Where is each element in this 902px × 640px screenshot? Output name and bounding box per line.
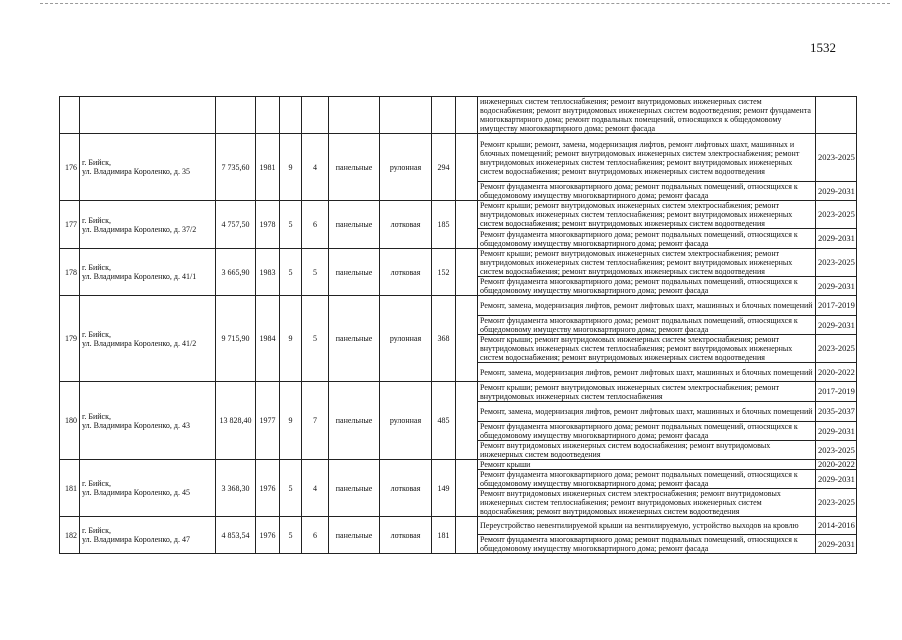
floors-count: 5 [280, 249, 302, 296]
work-period: 2035-2037 [816, 402, 857, 422]
floors-count: 9 [280, 134, 302, 201]
address-cell [80, 134, 216, 201]
roof-type: рулонная [380, 134, 432, 201]
address-city: г. Бийск, [82, 479, 111, 488]
scan-edge-line [40, 3, 890, 4]
work-period: 2014-2016 [816, 517, 857, 535]
total-area: 3 665,90 [216, 249, 256, 296]
work-period: 2020-2022 [816, 363, 857, 382]
work-period: 2023-2025 [816, 201, 857, 229]
work-period: 2017-2019 [816, 382, 857, 402]
floors-count: 9 [280, 296, 302, 382]
row-number: 180 [60, 382, 80, 460]
build-year: 1976 [256, 517, 280, 554]
work-description: Ремонт крыши; ремонт, замена, модернизация лифтов, ремонт лифтовых шахт, машинных и блочных помещений; ремонт внутридомовых инженерных систем электроснабжения; ремонт внутридомовых инженерных систем теплоснабжения; ремонт внутридомовых инженерных систем водоснабжения; ремонт внутридомовых инженерных систем водоотведения [478, 134, 816, 182]
build-year: 1977 [256, 382, 280, 460]
work-description: Ремонт, замена, модернизация лифтов, ремонт лифтовых шахт, машинных и блочных помещений [478, 402, 816, 422]
row-number: 178 [60, 249, 80, 296]
build-year: 1978 [256, 201, 280, 249]
floors-count: 5 [280, 201, 302, 249]
total-area: 13 828,40 [216, 382, 256, 460]
floors-count: 5 [280, 460, 302, 517]
row-number: 181 [60, 460, 80, 517]
address-street: ул. Владимира Короленко, д. 37/2 [82, 224, 197, 234]
work-description: Ремонт крыши; ремонт внутридомовых инженерных систем электроснабжения; ремонт внутридомовых инженерных систем теплоснабжения; ремонт внутридомовых инженерных систем водоснабжения; ремонт внутридомовых инженерных систем водоотведения [478, 201, 816, 229]
address-city: г. Бийск, [82, 215, 111, 225]
roof-type: лотковая [380, 460, 432, 517]
empty-cell [302, 97, 329, 134]
address-city: г. Бийск, [82, 411, 111, 421]
work-period: 2029-2031 [816, 229, 857, 249]
work-description: Ремонт крыши; ремонт внутридомовых инженерных систем электроснабжения; ремонт внутридомовых инженерных систем теплоснабжения [478, 382, 816, 402]
residents-count: 149 [432, 460, 456, 517]
empty-cell [329, 97, 380, 134]
build-year: 1981 [256, 134, 280, 201]
roof-type: лотковая [380, 249, 432, 296]
work-description: Ремонт крыши [478, 460, 816, 470]
entrances-count: 4 [302, 460, 329, 517]
work-period: 2029-2031 [816, 182, 857, 201]
build-year: 1983 [256, 249, 280, 296]
row-number: 182 [60, 517, 80, 554]
work-description: Ремонт фундамента многоквартирного дома; ремонт подвальных помещений, относящихся к общедомовому имуществу многоквартирного дома; ремонт фасада [478, 422, 816, 441]
address-cell [80, 249, 216, 296]
entrances-count: 5 [302, 249, 329, 296]
wall-material: панельные [329, 134, 380, 201]
work-period: 2029-2031 [816, 422, 857, 441]
empty-cell [280, 97, 302, 134]
entrances-count: 7 [302, 382, 329, 460]
work-description: Ремонт фундамента многоквартирного дома; ремонт подвальных помещений, относящихся к общедомовому имуществу многоквартирного дома; ремонт фасада [478, 470, 816, 489]
address-street: ул. Владимира Короленко, д. 47 [82, 535, 190, 544]
work-period: 2029-2031 [816, 470, 857, 489]
roof-type: лотковая [380, 517, 432, 554]
roof-type: рулонная [380, 382, 432, 460]
table-row [60, 97, 857, 134]
address-cell [80, 296, 216, 382]
work-period: 2023-2025 [816, 249, 857, 277]
empty-cell [456, 460, 478, 517]
work-period: 2023-2025 [816, 489, 857, 517]
address-street: ул. Владимира Короленко, д. 35 [82, 167, 190, 176]
work-period: 2029-2031 [816, 277, 857, 296]
wall-material: панельные [329, 460, 380, 517]
work-period [816, 97, 857, 134]
wall-material: панельные [329, 201, 380, 249]
total-area: 4 757,50 [216, 201, 256, 249]
row-number: 179 [60, 296, 80, 382]
table-row [60, 201, 857, 229]
build-year: 1976 [256, 460, 280, 517]
total-area: 9 715,90 [216, 296, 256, 382]
capital-repair-table [59, 96, 857, 554]
address-street: ул. Владимира Короленко, д. 45 [82, 488, 190, 497]
work-description: Ремонт фундамента многоквартирного дома; ремонт подвальных помещений, относящихся к общедомовому имуществу многоквартирного дома; ремонт фасада [478, 182, 816, 201]
residents-count: 485 [432, 382, 456, 460]
empty-cell [456, 201, 478, 249]
work-period: 2029-2031 [816, 535, 857, 554]
empty-cell [456, 249, 478, 296]
work-description: Переустройство невентилируемой крыши на вентилируемую, устройство выходов на кровлю [478, 517, 816, 535]
empty-cell [216, 97, 256, 134]
work-description: инженерных систем теплоснабжения; ремонт внутридомовых инженерных систем водоснабжения; ремонт внутридомовых инженерных систем водоотведения; ремонт фундамента многоквартирного дома; ремонт подвальных помещений, относящихся к общедомовому имуществу многоквартирного дома; ремонт фасада [478, 97, 816, 134]
residents-count: 152 [432, 249, 456, 296]
empty-cell [60, 97, 80, 134]
address-city: г. Бийск, [82, 158, 111, 167]
work-description: Ремонт крыши; ремонт внутридомовых инженерных систем электроснабжения; ремонт внутридомовых инженерных систем теплоснабжения; ремонт внутридомовых инженерных систем водоснабжения; ремонт внутридомовых инженерных систем водоотведения [478, 335, 816, 363]
table-row [60, 249, 857, 277]
work-description: Ремонт крыши; ремонт внутридомовых инженерных систем электроснабжения; ремонт внутридомовых инженерных систем теплоснабжения; ремонт внутридомовых инженерных систем водоснабжения; ремонт внутридомовых инженерных систем водоотведения [478, 249, 816, 277]
work-period: 2020-2022 [816, 460, 857, 470]
entrances-count: 5 [302, 296, 329, 382]
entrances-count: 4 [302, 134, 329, 201]
table-row [60, 517, 857, 535]
work-description: Ремонт фундамента многоквартирного дома; ремонт подвальных помещений, относящихся к общедомовому имуществу многоквартирного дома; ремонт фасада [478, 277, 816, 296]
total-area: 4 853,54 [216, 517, 256, 554]
work-period: 2023-2025 [816, 134, 857, 182]
address-street: ул. Владимира Короленко, д. 41/2 [82, 338, 197, 348]
table-row [60, 382, 857, 402]
work-period: 2023-2025 [816, 335, 857, 363]
roof-type: рулонная [380, 296, 432, 382]
empty-cell [80, 97, 216, 134]
wall-material: панельные [329, 382, 380, 460]
wall-material: панельные [329, 517, 380, 554]
address-cell [80, 460, 216, 517]
empty-cell [456, 97, 478, 134]
empty-cell [456, 382, 478, 460]
table-row [60, 296, 857, 316]
work-description: Ремонт фундамента многоквартирного дома; ремонт подвальных помещений, относящихся к общедомовому имуществу многоквартирного дома; ремонт фасада [478, 316, 816, 335]
work-description: Ремонт, замена, модернизация лифтов, ремонт лифтовых шахт, машинных и блочных помещений [478, 363, 816, 382]
roof-type: лотковая [380, 201, 432, 249]
work-description: Ремонт фундамента многоквартирного дома; ремонт подвальных помещений, относящихся к общедомовому имуществу многоквартирного дома; ремонт фасада [478, 535, 816, 554]
work-description: Ремонт внутридомовых инженерных систем электроснабжения; ремонт внутридомовых инженерных систем теплоснабжения; ремонт внутридомовых инженерных систем водоснабжения; ремонт внутридомовых инженерных систем водоотведения [478, 489, 816, 517]
floors-count: 5 [280, 517, 302, 554]
page-number: 1532 [810, 40, 836, 55]
address-cell [80, 382, 216, 460]
entrances-count: 6 [302, 201, 329, 249]
address-street: ул. Владимира Короленко, д. 43 [82, 420, 190, 430]
address-city: г. Бийск, [82, 263, 111, 272]
entrances-count: 6 [302, 517, 329, 554]
work-description: Ремонт, замена, модернизация лифтов, ремонт лифтовых шахт, машинных и блочных помещений [478, 296, 816, 316]
work-period: 2023-2025 [816, 441, 857, 460]
address-city: г. Бийск, [82, 329, 111, 339]
wall-material: панельные [329, 249, 380, 296]
total-area: 7 735,60 [216, 134, 256, 201]
residents-count: 368 [432, 296, 456, 382]
work-period: 2017-2019 [816, 296, 857, 316]
address-street: ул. Владимира Короленко, д. 41/1 [82, 272, 197, 281]
empty-cell [456, 134, 478, 201]
work-description: Ремонт фундамента многоквартирного дома; ремонт подвальных помещений, относящихся к общедомовому имуществу многоквартирного дома; ремонт фасада [478, 229, 816, 249]
address-cell [80, 201, 216, 249]
build-year: 1984 [256, 296, 280, 382]
wall-material: панельные [329, 296, 380, 382]
table-row [60, 134, 857, 182]
work-description: Ремонт внутридомовых инженерных систем водоснабжения; ремонт внутридомовых инженерных систем водоотведения [478, 441, 816, 460]
work-period: 2029-2031 [816, 316, 857, 335]
floors-count: 9 [280, 382, 302, 460]
residents-count: 294 [432, 134, 456, 201]
empty-cell [432, 97, 456, 134]
row-number: 176 [60, 134, 80, 201]
residents-count: 181 [432, 517, 456, 554]
row-number: 177 [60, 201, 80, 249]
address-cell [80, 517, 216, 554]
empty-cell [256, 97, 280, 134]
empty-cell [456, 517, 478, 554]
residents-count: 185 [432, 201, 456, 249]
table-row [60, 460, 857, 470]
empty-cell [456, 296, 478, 382]
empty-cell [380, 97, 432, 134]
total-area: 3 368,30 [216, 460, 256, 517]
address-city: г. Бийск, [82, 526, 111, 535]
